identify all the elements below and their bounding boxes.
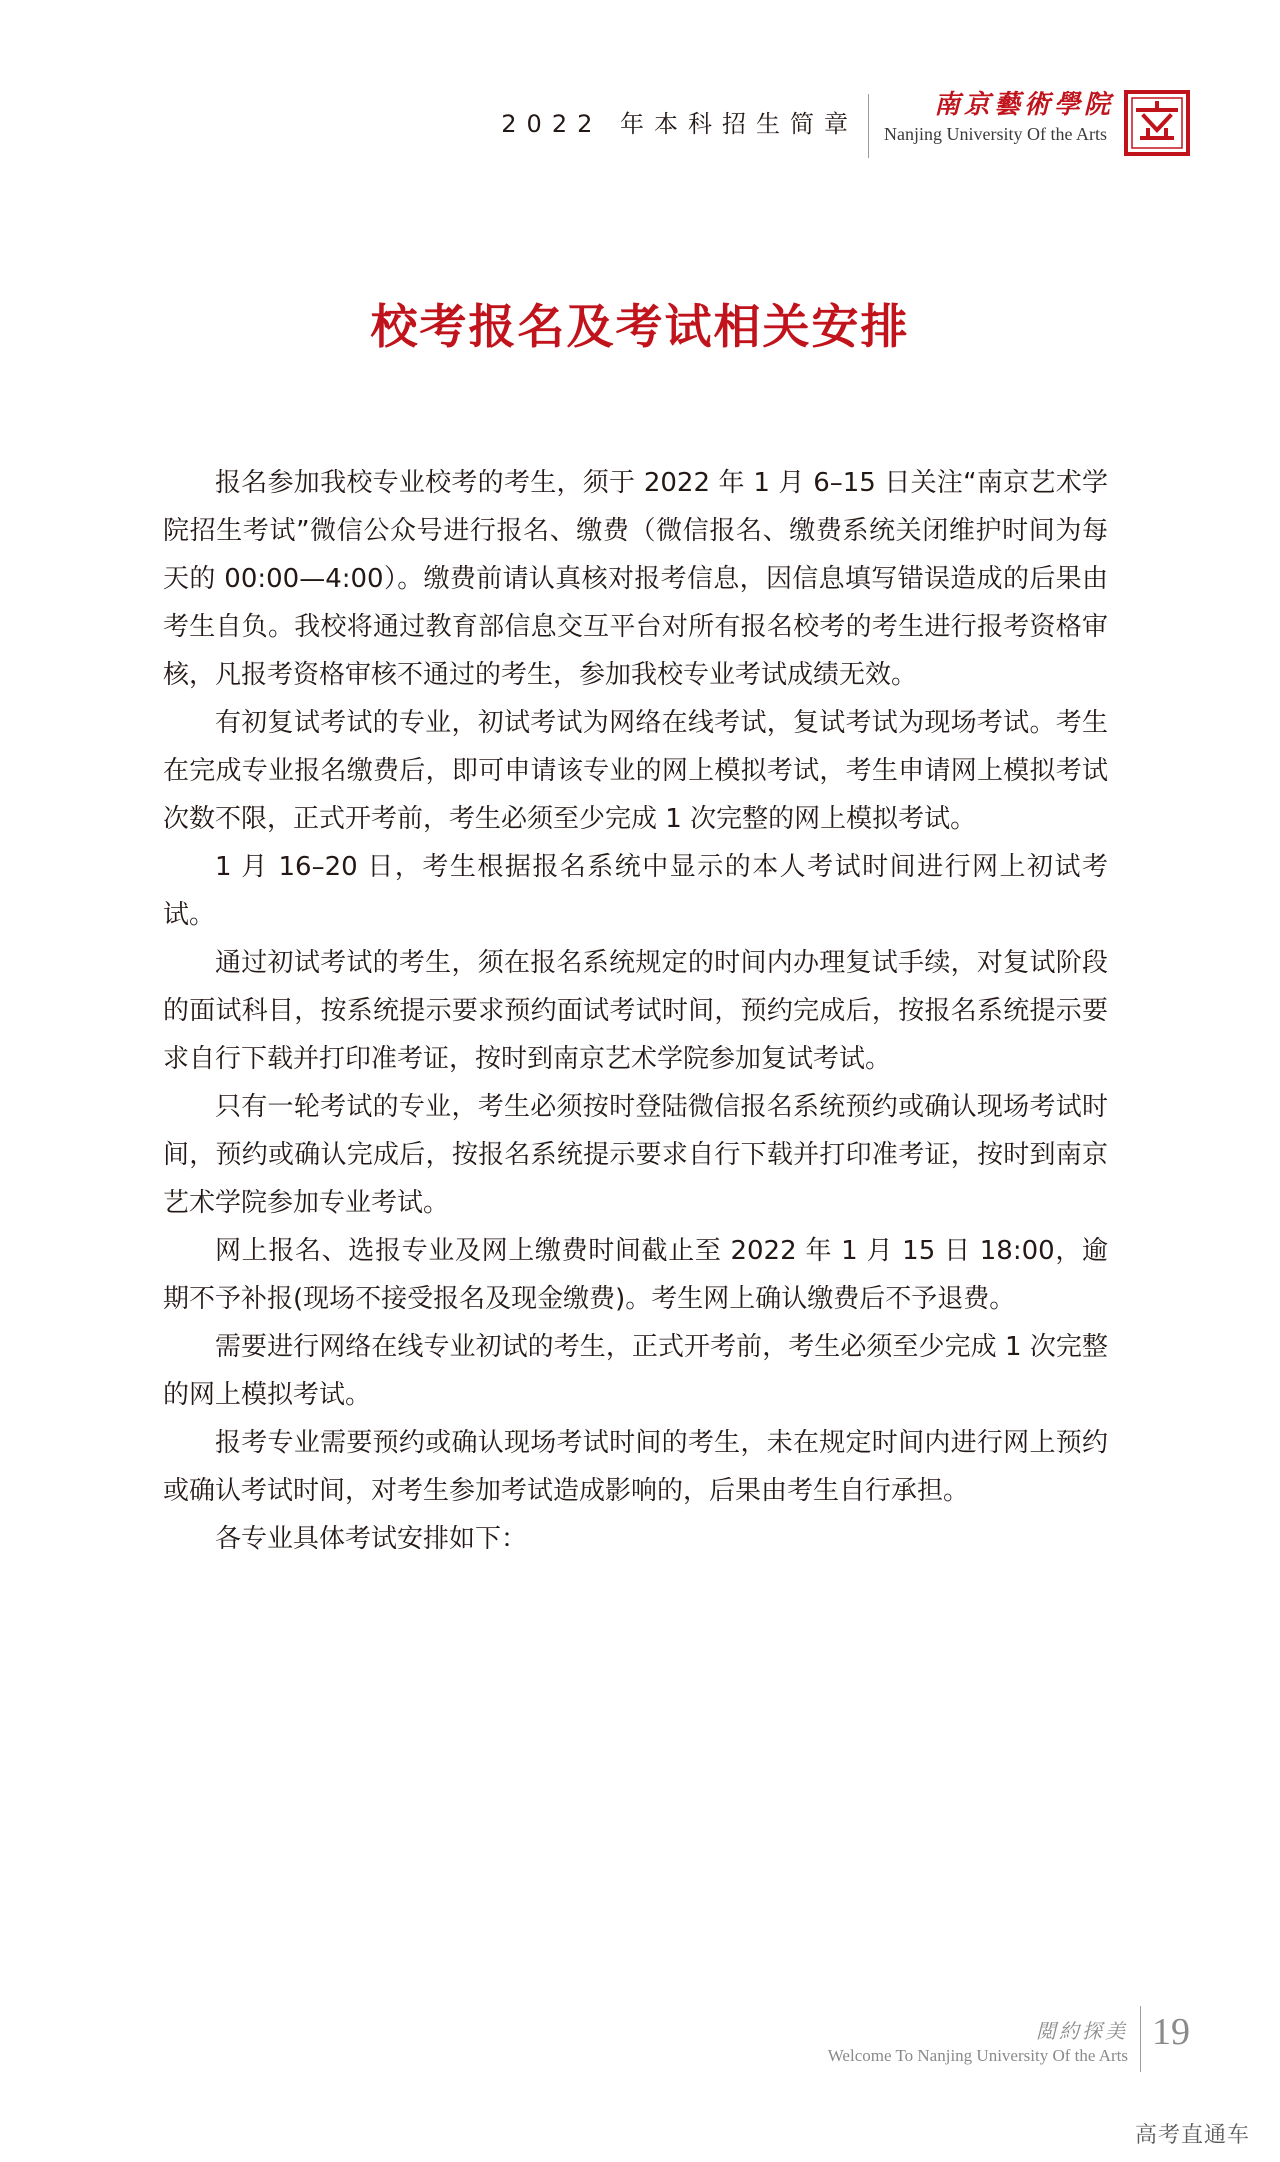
paragraph-deadline: 网上报名、选报专业及网上缴费时间截止至 2022 年 1 月 15 日 18:00，逾期不予补报(现场不接受报名及现金缴费)。考生网上确认缴费后不予退费。 [163,1236,1108,1314]
paragraph-online-exam-date: 1 月 16–20 日，考生根据报名系统中显示的本人考试时间进行网上初试考试。 [163,852,1108,930]
paragraph-appointment: 报考专业需要预约或确认现场考试时间的考生，未在规定时间内进行网上预约或确认考试时间，对考生参加考试造成影响的，后果由考生自行承担。 [163,1428,1108,1506]
watermark: 高考直通车 [1134,2123,1250,2148]
paragraph-single-round: 只有一轮考试的专业，考生必须按时登陆微信报名系统预约或确认现场考试时间，预约或确认完成后，按报名系统提示要求自行下载并打印准考证，按时到南京艺术学院参加专业考试。 [163,1092,1108,1218]
footer-slogan-english: Welcome To Nanjing University Of the Arts [827,2046,1128,2065]
footer-slogan-chinese: 閲約探美 [1036,2019,1128,2043]
page-number: 19 [1152,2011,1190,2053]
page-title: 校考报名及考试相关安排 [370,300,910,355]
university-logo-chinese: 南京藝術學院 [934,90,1115,120]
paragraph-retest-procedure: 通过初试考试的考生，须在报名系统规定的时间内办理复试手续，对复试阶段的面试科目，按系统提示要求预约面试考试时间，预约完成后，按报名系统提示要求自行下载并打印准考证，按时到南京艺术学院参加复试考试。 [163,948,1108,1074]
paragraph-preliminary-retest: 有初复试考试的专业，初试考试为网络在线考试，复试考试为现场考试。考生在完成专业报名缴费后，即可申请该专业的网上模拟考试，考生申请网上模拟考试次数不限，正式开考前，考生必须至少完成 1 次完整的网上模拟考试。 [163,708,1108,834]
header-title: 2022 年本科招生简章 [501,110,858,138]
paragraph-registration: 报名参加我校专业校考的考生，须于 2022 年 1 月 6–15 日关注“南京艺术学院招生考试”微信公众号进行报名、缴费（微信报名、缴费系统关闭维护时间为每天的 00:00—4:00）。缴费前请认真核对报考信息，因信息填写错误造成的后果由考生自负。我校将通过教育部信息交互平台对所有报名校考的考生进行报考资格审核，凡报考资格审核不通过的考生，参加我校专业考试成绩无效。 [163,468,1108,690]
paragraph-mock-exam: 需要进行网络在线专业初试的考生，正式开考前，考生必须至少完成 1 次完整的网上模拟考试。 [163,1332,1108,1410]
body-text [163,459,1108,1563]
footer-divider [1140,2006,1141,2072]
university-logo-english: Nanjing University Of the Arts [884,124,1107,144]
university-seal-icon [1124,90,1190,156]
paragraph-schedule-intro: 各专业具体考试安排如下： [215,1524,528,1554]
header-divider [868,94,869,158]
